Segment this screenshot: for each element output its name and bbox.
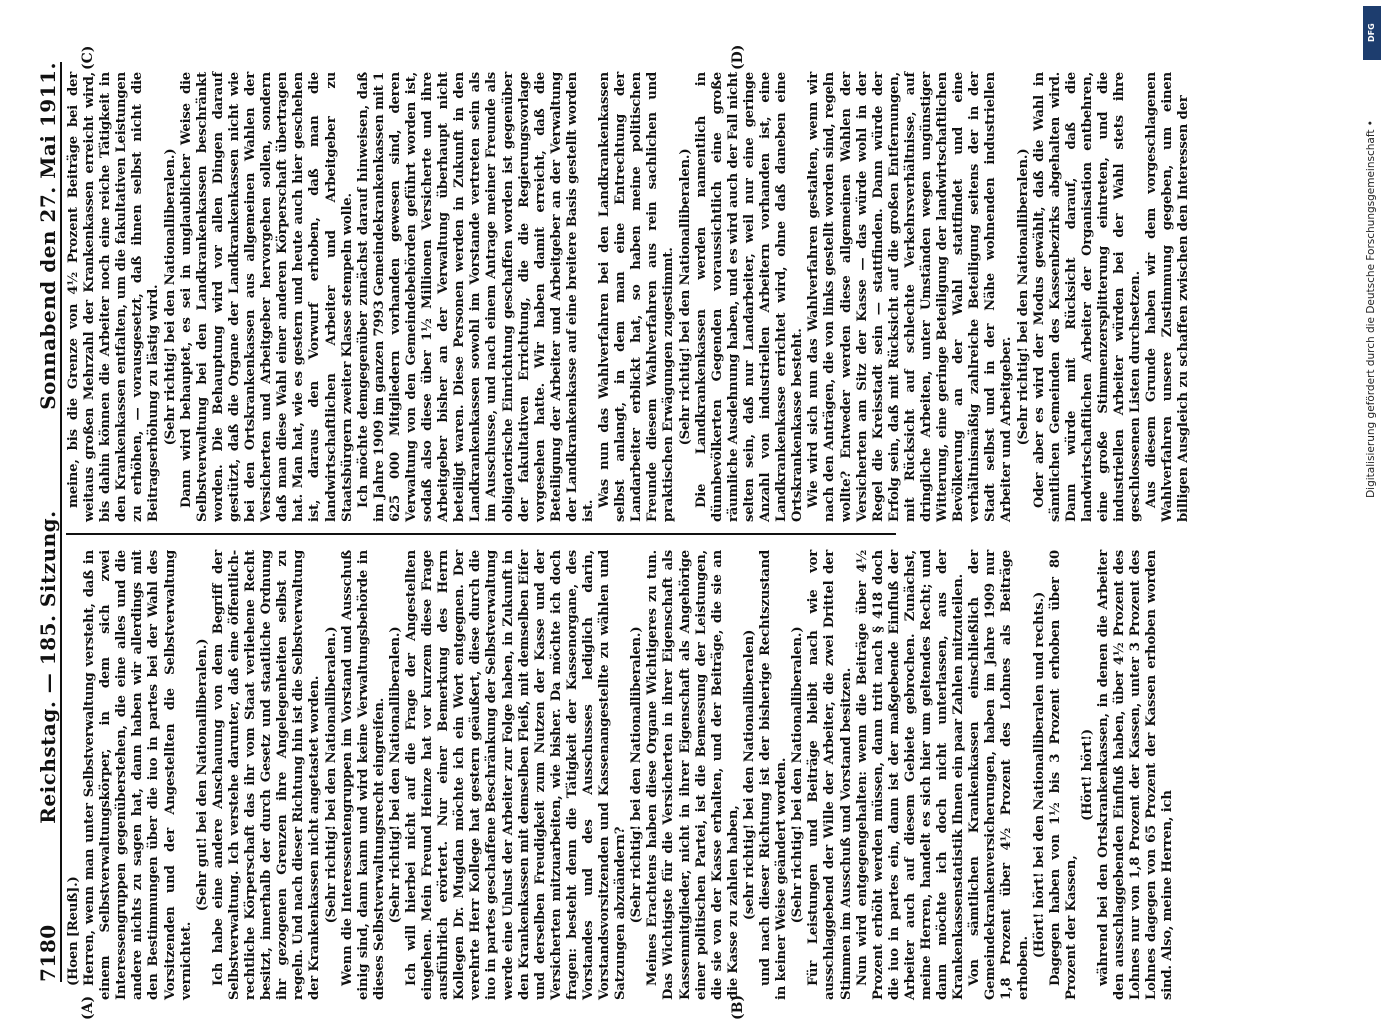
left-column xyxy=(66,550,1176,1000)
paragraph: Ich habe eine andere Anschauung von dem Begriff der Selbstverwaltung. Ich verstehe darunter, daß eine öffentlich-rechtliche Körperschaft das ihr vom Staat verliehene Recht besitzt, innerhalb der durch Gesetz und staatliche Ordnung ihr gezogenen Grenzen ihre Angelegenheiten selbst zu regeln. Und nach dieser Richtung hin ist die Selbstverwaltung der Krankenkassen nicht angetastet worden. xyxy=(210,550,323,1000)
paragraph: Herren, wenn man unter Selbstverwaltung versteht, daß in einem Selbstverwaltungskörper, in dem sich zwei Interessengruppen gegenüberstehen, die eine alles und die andere nichts zu sagen hat, dann haben wir allerdings mit den Bestimmungen über die iuo in partes bei der Wahl des Vorsitzenden und der Angestellten die Selbstverwaltung vernichtet. xyxy=(82,550,194,1000)
paragraph: während bei den Ortskrankenkassen, in denen die Arbeiter den ausschlaggebenden Einfluß haben, über 4½ Prozent des Lohnes nur von 1,8 Prozent der Kassen, unter 3 Prozent des Lohnes dagegen von 65 Prozent der Kassen erhoben worden sind. Also, meine Herren, ich xyxy=(1096,550,1176,1000)
paragraph: Wie wird sich nun das Wahlverfahren gestalten, wenn wir nach den Anträgen, die von links gestellt worden sind, regeln wollte? Entweder werden diese allgemeinen Wahlen der Versicherten am Sitz der Kasse — das würde wohl in der Regel die Kreisstadt sein — stattfinden. Dann würde der Erfolg sein, daß mit Rücksicht auf die großen Entfernungen, mit Rücksicht auf schlechte Verkehrsverhältnisse, auf dringliche Arbeiten, unter Umständen wegen ungünstiger Witterung, eine geringe Beteiligung der landwirtschaftlichen Bevölkerung an der Wahl stattfindet und eine verhältnismäßig zahlreiche Beteiligung seitens der in der Stadt selbst und in der Nähe wohnenden industriellen Arbeiter und Arbeitgeber. xyxy=(806,72,1015,522)
margin-mark-b: (B) xyxy=(730,994,746,1020)
interjection: (Sehr richtig! bei den Nationalliberalen.) xyxy=(162,148,178,446)
dfg-logo: DFG xyxy=(1363,6,1381,60)
interjection: (Sehr gut! bei den Nationalliberalen.) xyxy=(194,638,210,912)
margin-mark-c: (C) xyxy=(80,45,96,70)
paragraph: und nach dieser Richtung ist der bisherige Rechtszustand in keiner Weise geändert worden. xyxy=(758,550,790,1000)
margin-mark-a: (A) xyxy=(80,995,96,1020)
interjection: (Sehr richtig! bei den Nationalliberalen.) xyxy=(677,148,693,446)
digitization-note: Digitalisierung gefördert durch die Deutsche Forschungsgemeinschaft • xyxy=(1365,120,1377,498)
paragraph: (Hoen [Reuß].) xyxy=(66,876,81,986)
page-number: 7180 xyxy=(36,924,60,982)
paragraph: Dagegen haben von 1½ bis 3 Prozent erhoben über 80 Prozent der Kassen, xyxy=(1047,550,1079,1000)
paragraph: Nun wird entgegengehalten: wenn die Beiträge über 4½ Prozent erhöht werden müssen, dann tritt nach § 418 doch die iuo in partes ein, dann ist der maßgebende Einfluß der Arbeiter auch auf diesem Gebiete gebrochen. Zunächst, meine Herren, handelt es sich hier um geltendes Recht; und dann möchte ich doch nicht unterlassen, aus der Krankenkassenstatistik Ihnen ein paar Zahlen mitzuteilen. xyxy=(854,550,967,1000)
interjection: (Hört! hört! bei den Nationalliberalen und rechts.) xyxy=(1031,591,1047,959)
interjection: (Sehr richtig! bei den Nationalliberalen.) xyxy=(387,626,403,924)
paragraph: Ich möchte demgegenüber zunächst darauf hinweisen, daß im Jahre 1909 im ganzen 7993 Gemeindekrankenkassen mit 1 625 000 Mitgliedern vorhanden gewesen sind, deren Verwaltung von den Gemeindebehörden geführt worden ist, sodaß also diese über 1½ Millionen Versicherte und ihre Arbeitgeber bisher an der Verwaltung überhaupt nicht beteiligt waren. Diese Personen werden in Zukunft in den Landkrankenkassen sowohl im Vorstande vertreten sein als im Ausschusse, und nach einem Antrage meiner Freunde als obligatorische Einrichtung geschaffen worden ist gegenüber der fakultativen Errichtung, die die Regierungsvorlage vorgesehen hatte. Wir haben damit erreicht, daß die Beteiligung der Arbeiter und Arbeitgeber an der Verwaltung der Landkrankenkasse auf eine breitere Basis gestellt worden ist. xyxy=(355,72,596,522)
interjection: (Sehr richtig! bei den Nationalliberalen.) xyxy=(790,626,806,924)
interjection: (Sehr richtig! bei den Nationalliberalen.) xyxy=(1015,148,1031,446)
interjection: (Sehr richtig! bei den Nationalliberalen.) xyxy=(323,626,339,924)
margin-mark-d: (D) xyxy=(730,44,746,70)
interjection: (Hört! hört!) xyxy=(1079,729,1095,821)
paragraph: Für Leistungen und Beiträge bleibt nach wie vor ausschlaggebend der Wille der Arbeiter, die zwei Drittel der Stimmen im Ausschuß und Vorstand besitzen. xyxy=(806,550,854,1000)
paragraph: Meines Erachtens haben diese Organe Wichtigeres zu tun. Das Wichtigste für die Versicherten in ihrer Eigenschaft als Kassenmitglieder, nicht in ihrer Eigenschaft als Angehörige einer politischen Partei, ist die Bemessung der Leistungen, die sie von der Kasse erhalten, und der Beiträge, die sie an die Kasse zu zahlen haben, xyxy=(645,550,741,1000)
paragraph: Von sämtlichen Krankenkassen einschließlich der Gemeindekrankenversicherungen, haben im Jahre 1909 nur 1,8 Prozent über 4½ Prozent des Lohnes als Beiträge erhoben. xyxy=(967,550,1031,1000)
paragraph: Die Landkrankenkassen werden namentlich in dünnbevölkerten Gegenden voraussichtlich eine große räumliche Ausdehnung haben, und es wird auch der Fall nicht selten sein, daß nur Landarbeiter, weil nur eine geringe Anzahl von industriellen Arbeitern vorhanden ist, eine Landkrankenkasse errichtet wird, ohne daß daneben eine Ortskrankenkasse besteht. xyxy=(693,72,806,522)
paragraph: meine, bis die Grenze von 4½ Prozent Beiträge bei der weitaus großen Mehrzahl der Krankenkassen erreicht wird, bis dahin können die Arbeiter noch eine reiche Tätigkeit in den Krankenkassen entfalten, um die fakultativen Leistungen zu erhöhen, — vorausgesetzt, daß ihnen selbst nicht die Beitragserhöhung zu lästig wird. xyxy=(66,72,162,522)
page-header xyxy=(24,62,62,982)
interjection: (Sehr richtig! bei den Nationalliberalen.) xyxy=(629,626,645,924)
paragraph: Was nun das Wahlverfahren bei den Landkrankenkassen selbst anlangt, in dem man eine Entrechtung der Landarbeiter erblickt hat, so haben meine politischen Freunde diesem Wahlverfahren aus rein sachlichen und praktischen Erwägungen zugestimmt. xyxy=(597,72,677,522)
paragraph: Aus diesem Grunde haben wir dem vorgeschlagenen Wahlverfahren unsere Zustimmung gegeben, um einen billigen Ausgleich zu schaffen zwischen den Interessen der xyxy=(1144,72,1192,522)
paragraph: Oder aber es wird der Modus gewählt, daß die Wahl in sämtlichen Gemeinden des Kassenbezirks abgehalten wird. Dann würde mit Rücksicht darauf, daß die landwirtschaftlichen Arbeiter der Organisation entbehren, eine große Stimmenzersplitterung eintreten, und die industriellen Arbeiter würden bei der Wahl stets ihre geschlossenen Listen durchsetzen. xyxy=(1031,72,1144,522)
rotated-sheet xyxy=(10,40,1320,1020)
session-date: Sonnabend den 27. Mai 1911. xyxy=(36,62,60,410)
paragraph: Ich will hierbei nicht auf die Frage der Angestellten eingehen. Mein Freund Heinze hat vor kurzem diese Frage ausführlich erörtert. Nur einer Bemerkung des Herrn Kollegen Dr. Mugdan möchte ich ein Wort entgegnen. Der verehrte Herr Kollege hat gestern geäußert, diese durch die iuo in partes geschaffene Beschränkung der Selbstverwaltung werde eine Unlust der Arbeiter zur Folge haben, in Zukunft in den Krankenkassen mit demselben Fleiß, mit demselben Eifer und derselben Freudigkeit zum Nutzen der Kasse und der Versicherten mitzuarbeiten, wie bisher. Da möchte ich doch fragen: besteht denn die Tätigkeit der Kassenorgane, des Vorstandes und des Ausschusses lediglich darin, Vorstandsvorsitzenden und Kassenangestellte zu wählen und Satzungen abzuändern? xyxy=(403,550,629,1000)
interjection: (sehr richtig! bei den Nationalliberalen) xyxy=(741,629,757,921)
right-column xyxy=(66,72,1193,522)
paragraph: Dann wird behauptet, es sei in unglaublicher Weise die Selbstverwaltung bei den Landkrankenkassen beschränkt worden. Die Behauptung wird vor allen Dingen darauf gestützt, daß die Organe der Landkrankenkassen nicht wie bei den Ortskrankenkassen aus allgemeinen Wahlen der Versicherten und Arbeitgeber hervorgehen sollen, sondern daß man diese Wahl einer anderen Körperschaft übertragen hat. Man hat, wie es gestern und heute auch hier geschehen ist, daraus den Vorwurf erhoben, daß man die landwirtschaftlichen Arbeiter und Arbeitgeber zu Staatsbürgern zweiter Klasse stempeln wolle. xyxy=(178,72,355,522)
paragraph: Wenn die Interessentengruppen im Vorstand und Ausschuß einig sind, dann kann und wird keine Verwaltungsbehörde in dieses Selbstverwaltungsrecht eingreifen. xyxy=(339,550,387,1000)
session-title: Reichstag. — 185. Sitzung. xyxy=(36,510,60,824)
column-divider xyxy=(66,534,896,536)
